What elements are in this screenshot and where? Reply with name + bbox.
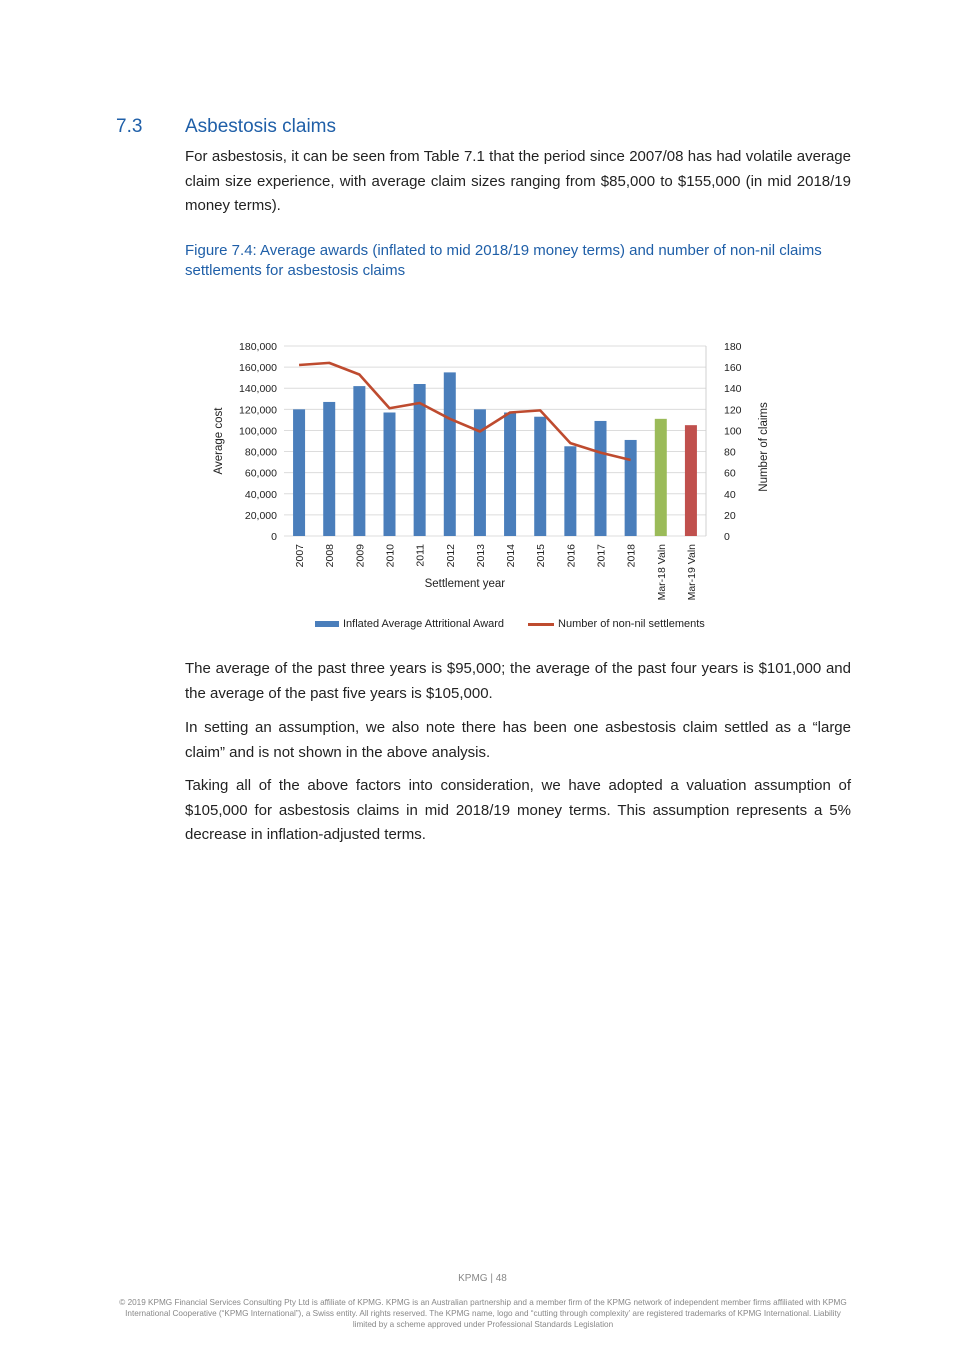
x-tick-label: 2015 — [535, 544, 548, 568]
x-tick-label: 2012 — [444, 544, 457, 568]
bar — [323, 402, 335, 536]
bar — [504, 413, 516, 537]
x-tick-label: 2009 — [354, 544, 367, 568]
chart-legend — [315, 618, 705, 630]
y-tick-label: 80,000 — [244, 446, 277, 459]
y-axis-title: Average cost — [213, 407, 225, 475]
y2-tick-label: 180 — [724, 341, 742, 353]
bar — [655, 419, 667, 536]
legend-label: Inflated Average Attritional Award — [343, 618, 505, 630]
y2-tick-label: 40 — [724, 488, 736, 501]
legal-disclaimer: © 2019 KPMG Financial Services Consulting Pty Ltd is affiliate of KPMG. KPMG is an Australian partnership and a member firm of the KPMG network of independent member firms affiliated with KPMG International Cooperative (“KPMG International”), a Swiss entity. All rights reserved. The KPMG name, logo and “cutting through complexity’ are registered trademarks of KPMG International. Liability limited by a scheme approved under Professional Standards Legislation — [119, 1298, 847, 1329]
y2-tick-label: 160 — [724, 362, 742, 375]
y2-tick-label: 140 — [724, 383, 742, 396]
bar — [685, 425, 697, 536]
y-tick-label: 40,000 — [244, 488, 277, 501]
large-claim-paragraph: In setting an assumption, we also note there has been one asbestosis claim settled as a “large claim” and is not shown in the above analysis. — [185, 719, 851, 761]
claims-line — [299, 363, 631, 460]
bar — [384, 413, 396, 537]
y-tick-label: 60,000 — [244, 467, 277, 480]
figure-caption: Figure 7.4: Average awards (inflated to mid 2018/19 money terms) and number of non-nil claims settlements for asbestosis claims — [185, 242, 822, 279]
x-tick-label: 2018 — [625, 544, 638, 568]
y2-tick-label: 100 — [724, 425, 742, 438]
averages-paragraph: The average of the past three years is $95,000; the average of the past four years is $101,000 and the average of the past five years is $105,000. — [185, 660, 851, 702]
y-tick-label: 100,000 — [239, 425, 277, 438]
bar — [293, 409, 305, 536]
y2-tick-label: 20 — [724, 509, 736, 522]
bar — [534, 417, 546, 536]
x-tick-label: 2008 — [324, 544, 337, 568]
legend-item-bars — [315, 618, 504, 630]
x-tick-label: 2007 — [294, 544, 307, 568]
intro-paragraph: For asbestosis, it can be seen from Table 7.1 that the period since 2007/08 has had volatile average claim size experience, with average claim sizes ranging from $85,000 to $155,000 (in mid 2018/19 money terms). — [185, 148, 851, 214]
section-number: 7.3 — [116, 116, 143, 137]
x-tick-label: 2013 — [474, 544, 487, 568]
y2-axis-title: Number of claims — [758, 402, 770, 492]
x-axis-title: Settlement year — [424, 578, 506, 590]
y2-tick-label: 120 — [724, 404, 742, 417]
y-tick-label: 120,000 — [239, 404, 277, 417]
chart-canvas — [200, 330, 790, 640]
bar — [595, 421, 607, 536]
y2-tick-label: 80 — [724, 446, 736, 459]
page-number: KPMG | 48 — [458, 1273, 507, 1284]
legend-label: Number of non-nil settlements — [558, 618, 705, 630]
y-tick-label: 140,000 — [239, 383, 277, 396]
x-tick-label: Mar-19 Valn — [685, 544, 698, 601]
bar — [625, 440, 637, 536]
y-tick-label: 160,000 — [239, 362, 277, 375]
conclusion-paragraph: Taking all of the above factors into consideration, we have adopted a valuation assumption of $105,000 for asbestosis claims in mid 2018/19 money terms. This assumption represents a 5% decrease in inflation-adjusted terms. — [185, 777, 851, 843]
x-tick-label: 2010 — [384, 544, 397, 568]
bar — [414, 384, 426, 536]
y2-tick-label: 0 — [724, 531, 730, 543]
combo-chart — [200, 330, 790, 640]
x-tick-label: Mar-18 Valn — [655, 544, 668, 601]
x-tick-label: 2011 — [414, 544, 427, 567]
bar — [353, 386, 365, 536]
line-swatch-icon — [528, 623, 554, 626]
y-tick-label: 180,000 — [239, 341, 277, 353]
x-tick-label: 2014 — [505, 544, 518, 568]
section-title: Asbestosis claims — [185, 116, 336, 137]
bar — [444, 372, 456, 536]
bar-swatch-icon — [315, 621, 339, 627]
y-tick-label: 20,000 — [244, 509, 277, 522]
x-tick-label: 2016 — [565, 544, 578, 568]
x-tick-label: 2017 — [595, 544, 608, 568]
bar — [564, 446, 576, 536]
y2-tick-label: 60 — [724, 467, 736, 480]
y-tick-label: 0 — [271, 531, 277, 543]
legend-item-line — [528, 618, 705, 630]
